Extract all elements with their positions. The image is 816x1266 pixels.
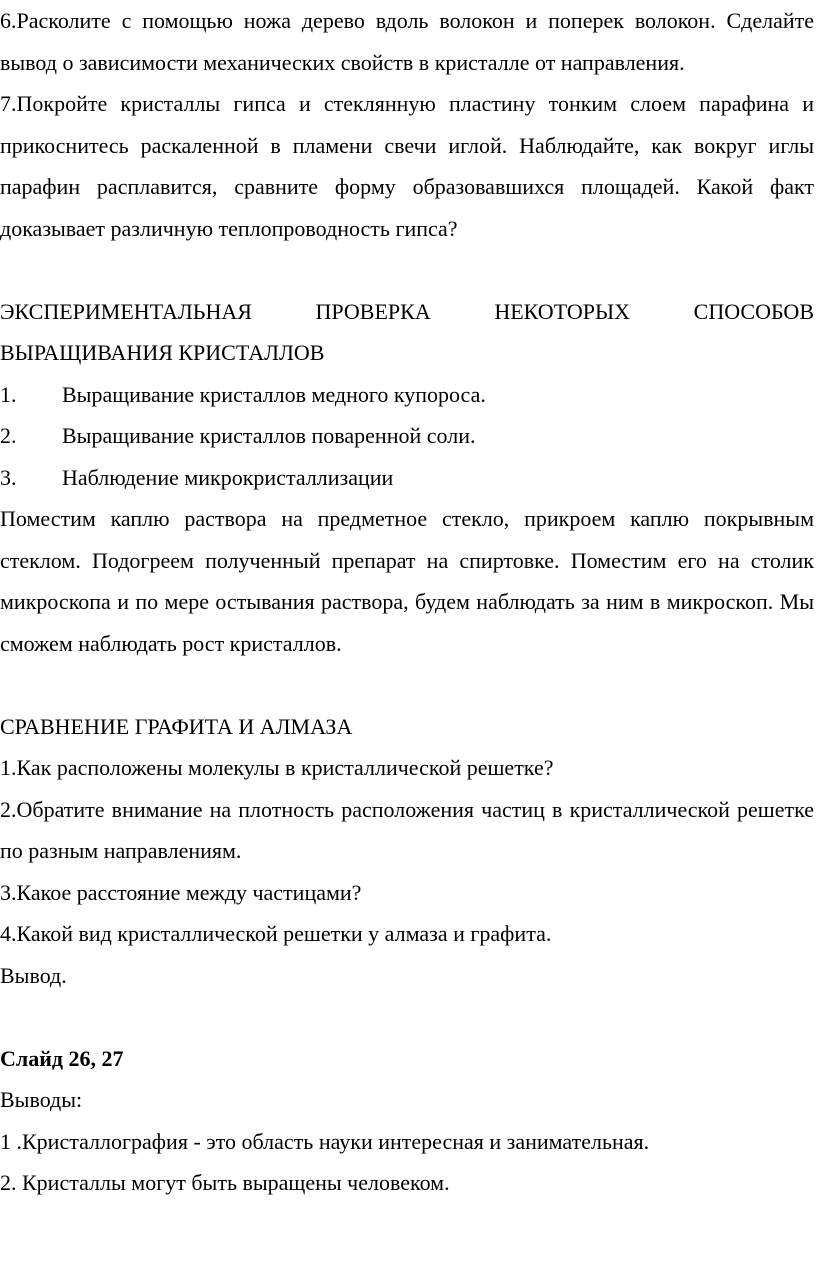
conclusion-2: 2. Кристаллы могут быть выращены человеком. bbox=[0, 1170, 450, 1195]
question-1: 1.Как расположены молекулы в кристаллической решетке? bbox=[0, 755, 554, 780]
question-2: 2.Обратите внимание на плотность расположения частиц в кристаллической решетке по разным направлениям. bbox=[0, 796, 814, 863]
list-number: 3. bbox=[0, 464, 17, 490]
question-3: 3.Какое расстояние между частицами? bbox=[0, 879, 362, 905]
section-heading-line2: ВЫРАЩИВАНИЯ КРИСТАЛЛОВ bbox=[0, 340, 325, 365]
paragraph-6: 6.Расколите с помощью ножа дерево вдоль волокон и поперек волокон. Сделайте вывод о зависимости механических свойств в кристалле от направления. bbox=[0, 8, 814, 75]
list-number: 1. bbox=[0, 381, 17, 407]
section-heading-line1: ЭКСПЕРИМЕНТАЛЬНАЯ ПРОВЕРКА НЕКОТОРЫХ СПОСОБОВ bbox=[0, 298, 814, 324]
conclusion-1: 1 .Кристаллография - это область науки интересная и занимательная. bbox=[0, 1128, 650, 1154]
section-compare bbox=[0, 706, 814, 997]
list-item bbox=[0, 457, 814, 499]
list-text: Выращивание кристаллов поваренной соли. bbox=[62, 423, 476, 448]
question-4: 4.Какой вид кристаллической решетки у алмаза и графита. bbox=[0, 921, 552, 946]
section-slide bbox=[0, 1038, 814, 1204]
list-text: Выращивание кристаллов медного купороса. bbox=[62, 381, 486, 407]
list-item bbox=[0, 415, 814, 457]
slide-title: Слайд 26, 27 bbox=[0, 1045, 124, 1071]
section-experiment bbox=[0, 291, 814, 665]
paragraph-7: 7.Покройте кристаллы гипса и стеклянную пластину тонким слоем парафина и прикоснитесь раскаленной в пламени свечи иглой. Наблюдайте, как вокруг иглы парафин расплавится, сравните форму образовавшихся площадей. Какой факт доказывает различную теплопроводность гипса? bbox=[0, 91, 814, 241]
section-heading bbox=[0, 291, 814, 374]
list-item bbox=[0, 374, 814, 416]
list-number: 2. bbox=[0, 423, 17, 448]
experiment-description: Поместим каплю раствора на предметное стекло, прикроем каплю покрывным стеклом. Подогреем полученный препарат на спиртовке. Поместим его на столик микроскопа и по мере остывания раствора, будем наблюдать за ним в микроскоп. Мы сможем наблюдать рост кристаллов. bbox=[0, 506, 814, 656]
section-heading: СРАВНЕНИЕ ГРАФИТА И АЛМАЗА bbox=[0, 713, 353, 739]
conclusions-label: Выводы: bbox=[0, 1087, 83, 1112]
conclusion-label: Вывод. bbox=[0, 962, 67, 988]
list-text: Наблюдение микрокристаллизации bbox=[62, 464, 394, 490]
